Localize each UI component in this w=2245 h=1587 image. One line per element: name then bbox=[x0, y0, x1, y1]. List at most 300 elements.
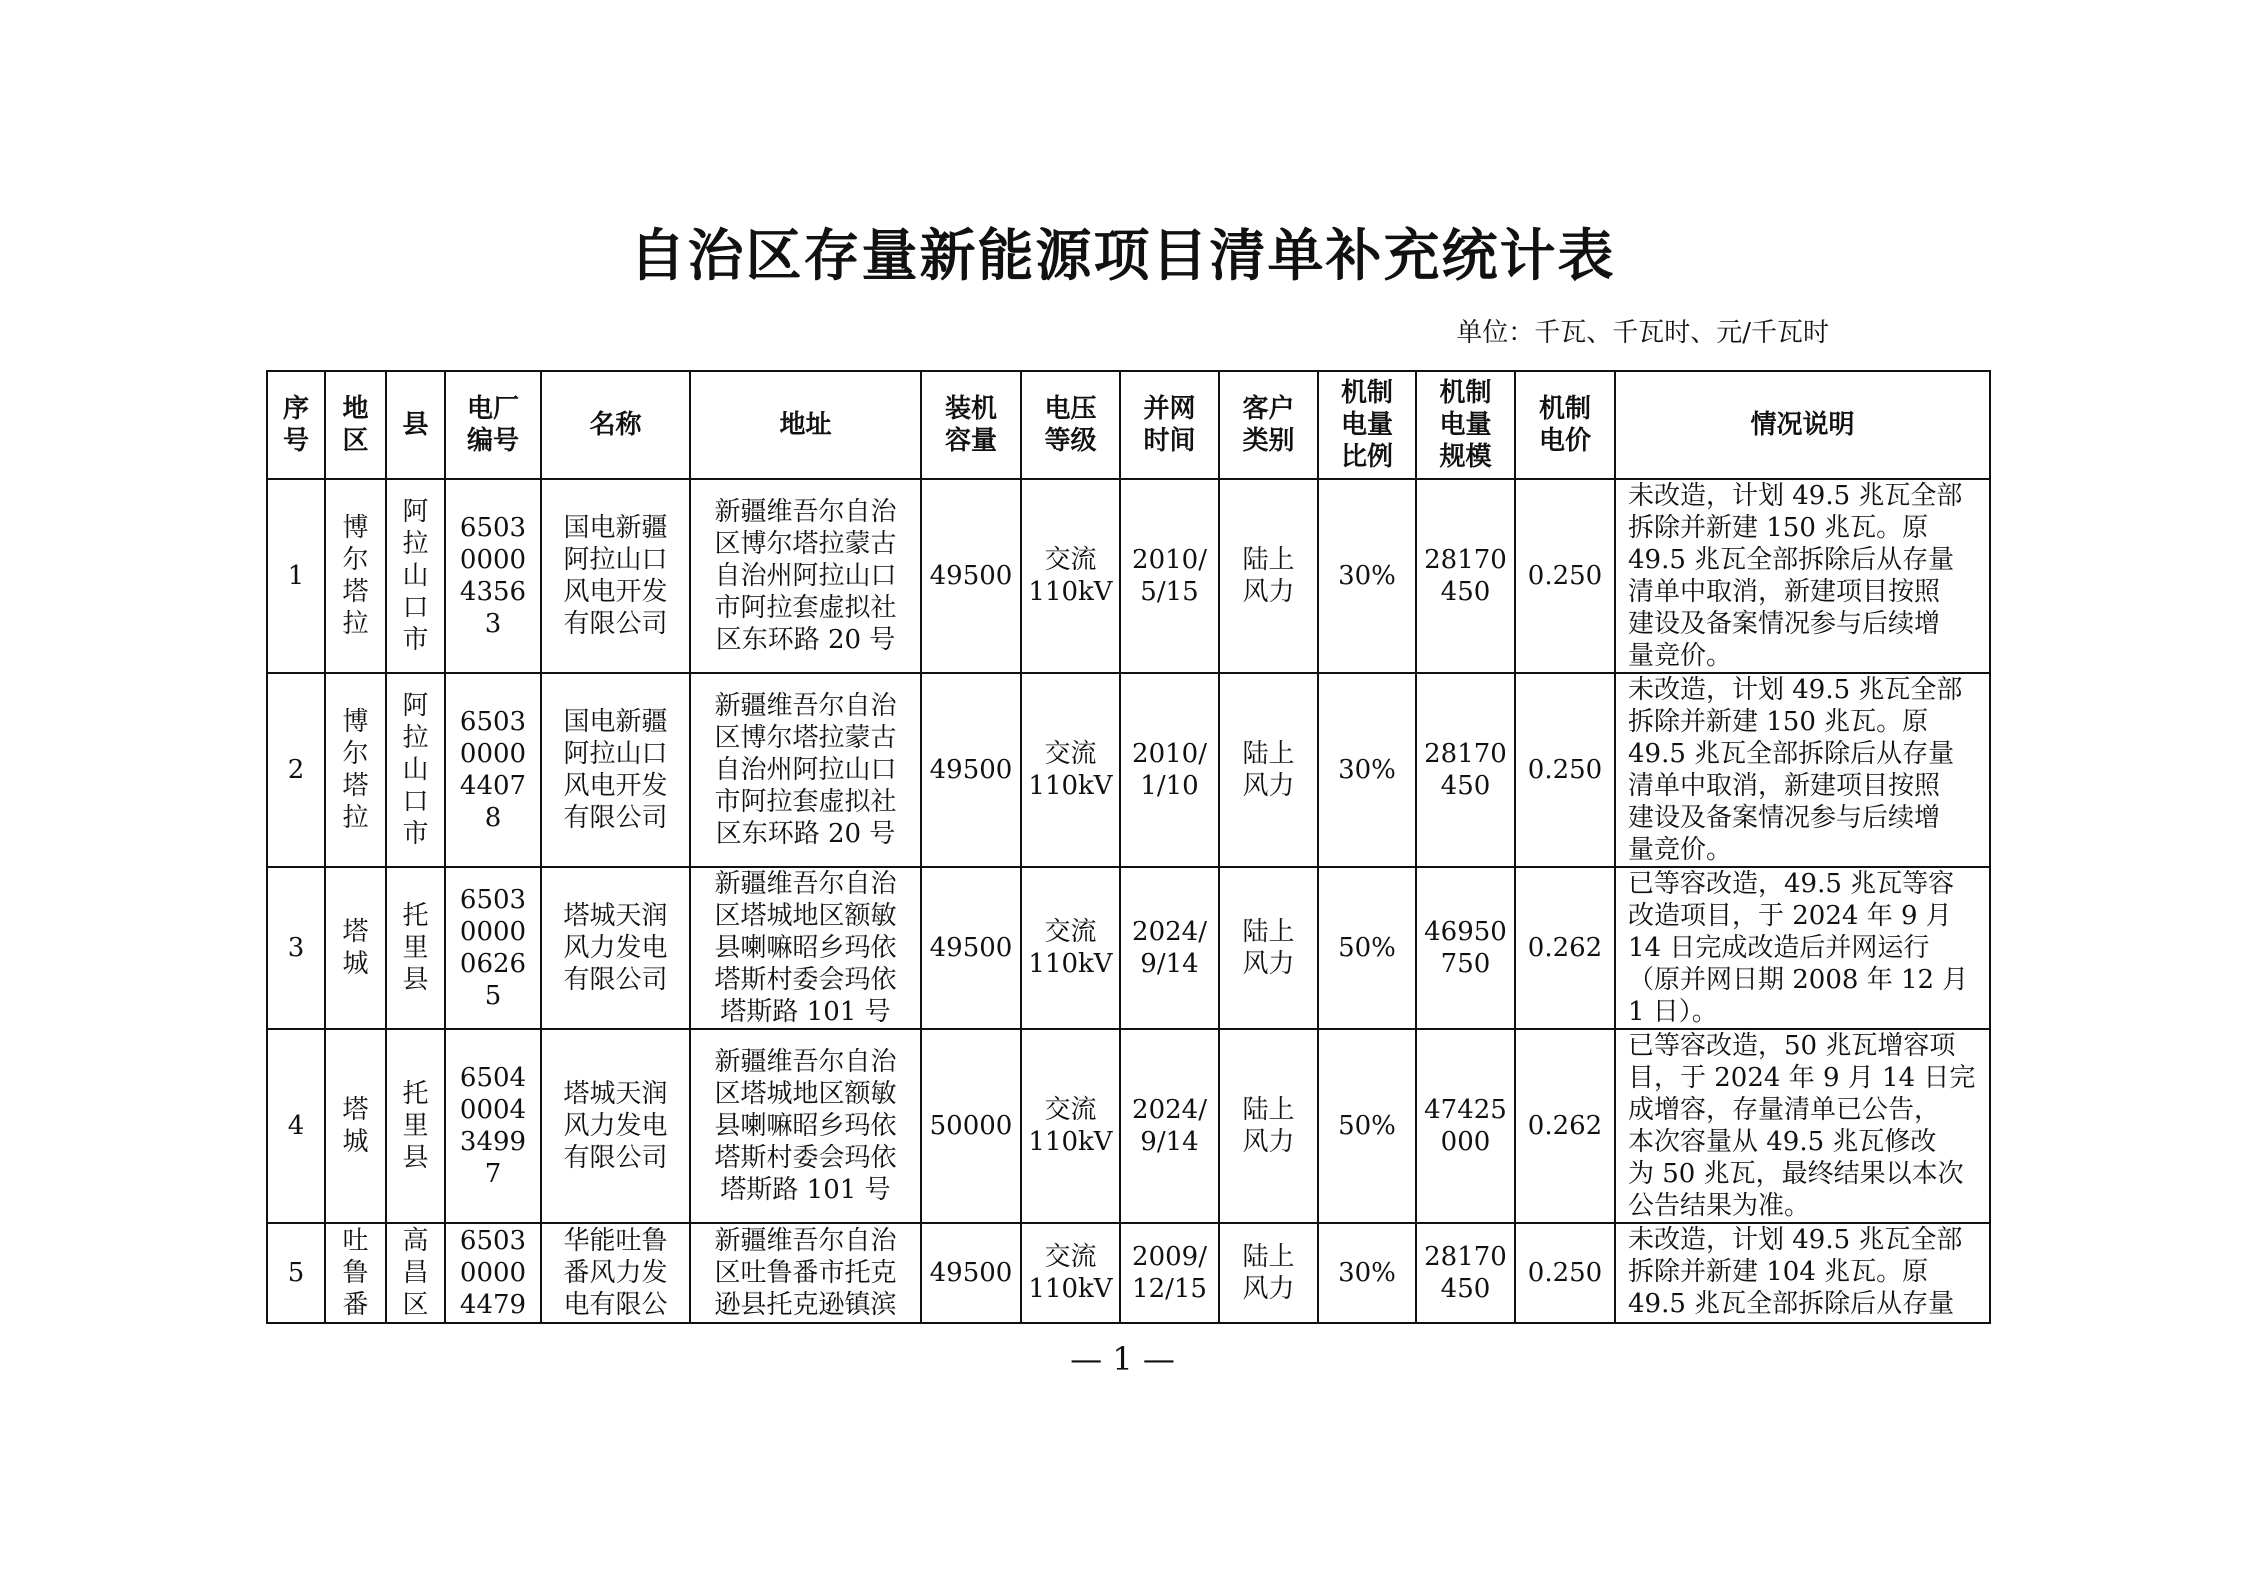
cell-line: 49500 bbox=[929, 561, 1013, 591]
cell-line: 450 bbox=[1440, 771, 1491, 801]
cell-line: 区塔城地区额敏 bbox=[714, 901, 897, 931]
cell-line: 14 日完成改造后并网运行 bbox=[1628, 933, 1930, 963]
cell-line: 已等容改造，49.5 兆瓦等容 bbox=[1628, 869, 1955, 899]
page-number: — 1 — bbox=[1070, 1340, 1175, 1378]
cell-line: 改造项目，于 2024 年 9 月 bbox=[1628, 901, 1952, 931]
cell-line: 2010/ bbox=[1132, 739, 1207, 769]
cell-line: 47425 bbox=[1424, 1095, 1507, 1125]
cell-line: 尔 bbox=[342, 545, 369, 575]
cell-date bbox=[1120, 867, 1219, 1029]
cell-line: 国电新疆 bbox=[563, 707, 668, 737]
cell-line: 电价 bbox=[1538, 426, 1591, 456]
cell-line: 阿 bbox=[402, 497, 429, 527]
cell-line: 县 bbox=[402, 965, 429, 995]
cell-line: 塔斯路 101 号 bbox=[720, 997, 891, 1027]
cell-line: 时间 bbox=[1143, 426, 1196, 456]
cell-name bbox=[541, 673, 690, 867]
cell-line: 交流 bbox=[1044, 1095, 1097, 1125]
cell-line: 9/14 bbox=[1140, 1127, 1199, 1157]
cell-ratio bbox=[1318, 479, 1416, 673]
cell-line: 城 bbox=[342, 1127, 369, 1157]
cell-line: 逊县托克逊镇滨 bbox=[714, 1290, 897, 1320]
cell-line: 尔 bbox=[342, 739, 369, 769]
cell-name bbox=[541, 479, 690, 673]
cell-line: 28170 bbox=[1424, 1242, 1507, 1272]
cell-line: 3499 bbox=[459, 1127, 527, 1157]
cell-line: 陆上 bbox=[1242, 545, 1295, 575]
cell-line: 有限公司 bbox=[563, 609, 668, 639]
cell-line: 风电开发 bbox=[563, 771, 668, 801]
cell-line: 清单中取消，新建项目按照 bbox=[1628, 577, 1941, 607]
cell-line: 0626 bbox=[459, 949, 527, 979]
cell-scale bbox=[1416, 479, 1515, 673]
cell-line: 清单中取消，新建项目按照 bbox=[1628, 771, 1941, 801]
cell-price bbox=[1515, 867, 1615, 1029]
cell-name bbox=[541, 867, 690, 1029]
column-header bbox=[921, 371, 1021, 479]
cell-line: 0.250 bbox=[1527, 755, 1603, 785]
cell-line: 量竞价。 bbox=[1628, 835, 1733, 865]
cell-line: 拉 bbox=[402, 529, 429, 559]
cell-line: 地址 bbox=[779, 410, 832, 440]
cell-line: 县喇嘛昭乡玛依 bbox=[714, 933, 897, 963]
cell-line: 28170 bbox=[1424, 739, 1507, 769]
column-header bbox=[541, 371, 690, 479]
cell-line: 拆除并新建 150 兆瓦。原 bbox=[1628, 707, 1929, 737]
cell-line: 2 bbox=[287, 755, 305, 785]
cell-line: 陆上 bbox=[1242, 739, 1295, 769]
cell-line: 规模 bbox=[1439, 442, 1492, 472]
cell-line: 本次容量从 49.5 兆瓦修改 bbox=[1628, 1127, 1937, 1157]
cell-line: 110kV bbox=[1028, 577, 1113, 607]
cell-ratio bbox=[1318, 1223, 1416, 1323]
cell-line: 阿 bbox=[402, 691, 429, 721]
cell-line: 未改造，计划 49.5 兆瓦全部 bbox=[1628, 675, 1963, 705]
cell-line: 0000 bbox=[459, 739, 527, 769]
cell-line: 为 50 兆瓦，最终结果以本次 bbox=[1628, 1159, 1964, 1189]
cell-line: 机制 bbox=[1340, 378, 1393, 408]
cell-line: 番风力发 bbox=[563, 1258, 668, 1288]
cell-line: 序 bbox=[282, 394, 309, 424]
cell-line: 番 bbox=[342, 1290, 369, 1320]
cell-voltage bbox=[1021, 479, 1120, 673]
cell-line: 区东环路 20 号 bbox=[715, 819, 896, 849]
cell-desc bbox=[1615, 1223, 1990, 1323]
cell-line: 50000 bbox=[929, 1111, 1013, 1141]
cell-line: 华能吐鲁 bbox=[563, 1226, 668, 1256]
cell-no bbox=[267, 1223, 325, 1323]
cell-price bbox=[1515, 1029, 1615, 1223]
cell-line: 托 bbox=[402, 901, 429, 931]
cell-county bbox=[386, 867, 445, 1029]
cell-line: 6504 bbox=[459, 1063, 527, 1093]
cell-voltage bbox=[1021, 673, 1120, 867]
cell-line: 建设及备案情况参与后续增 bbox=[1628, 803, 1941, 833]
cell-line: 口 bbox=[402, 593, 429, 623]
cell-line: 交流 bbox=[1044, 739, 1097, 769]
cell-line: 山 bbox=[402, 561, 429, 591]
cell-address bbox=[690, 1223, 921, 1323]
cell-line: 客户 bbox=[1242, 394, 1295, 424]
cell-line: 49.5 兆瓦全部拆除后从存量 bbox=[1628, 1289, 1955, 1319]
cell-line: 风力发电 bbox=[563, 1111, 668, 1141]
cell-line: 风力 bbox=[1242, 1274, 1295, 1304]
cell-line: 里 bbox=[402, 1111, 429, 1141]
cell-line: 0.250 bbox=[1527, 561, 1603, 591]
cell-line: 塔 bbox=[342, 577, 369, 607]
cell-line: 交流 bbox=[1044, 1242, 1097, 1272]
cell-line: 有限公司 bbox=[563, 965, 668, 995]
cell-line: 8 bbox=[484, 803, 502, 833]
column-header bbox=[1021, 371, 1120, 479]
column-header bbox=[1318, 371, 1416, 479]
cell-line: 陆上 bbox=[1242, 1095, 1295, 1125]
cell-line: 国电新疆 bbox=[563, 513, 668, 543]
cell-line: 49500 bbox=[929, 1258, 1013, 1288]
cell-voltage bbox=[1021, 1029, 1120, 1223]
cell-line: 0.250 bbox=[1527, 1258, 1603, 1288]
cell-line: 陆上 bbox=[1242, 1242, 1295, 1272]
cell-line: 110kV bbox=[1028, 1127, 1113, 1157]
cell-line: 昌 bbox=[402, 1258, 429, 1288]
cell-line: 口 bbox=[402, 787, 429, 817]
cell-line: 2010/ bbox=[1132, 545, 1207, 575]
cell-ratio bbox=[1318, 867, 1416, 1029]
cell-type bbox=[1219, 479, 1318, 673]
page-title: 自治区存量新能源项目清单补充统计表 bbox=[629, 224, 1616, 289]
cell-line: 0000 bbox=[459, 1258, 527, 1288]
cell-line: 吐 bbox=[342, 1226, 369, 1256]
cell-address bbox=[690, 673, 921, 867]
cell-line: 县 bbox=[402, 410, 429, 440]
cell-line: 塔城天润 bbox=[563, 901, 668, 931]
cell-scale bbox=[1416, 867, 1515, 1029]
header-row bbox=[267, 371, 1990, 479]
cell-line: 机制 bbox=[1538, 394, 1591, 424]
cell-line: 新疆维吾尔自治 bbox=[714, 497, 897, 527]
cell-line: 电压 bbox=[1044, 394, 1097, 424]
cell-line: 名称 bbox=[589, 410, 642, 440]
cell-county bbox=[386, 479, 445, 673]
cell-line: 塔斯路 101 号 bbox=[720, 1175, 891, 1205]
cell-line: 塔 bbox=[342, 917, 369, 947]
cell-price bbox=[1515, 479, 1615, 673]
cell-line: 1 bbox=[287, 561, 305, 591]
cell-scale bbox=[1416, 1029, 1515, 1223]
table-row bbox=[267, 479, 1990, 673]
cell-line: 拉 bbox=[342, 803, 369, 833]
cell-line: 未改造，计划 49.5 兆瓦全部 bbox=[1628, 481, 1963, 511]
cell-line: 风力 bbox=[1242, 771, 1295, 801]
cell-line: 6503 bbox=[459, 513, 527, 543]
cell-line: 000 bbox=[1440, 1127, 1491, 1157]
cell-desc bbox=[1615, 479, 1990, 673]
column-header bbox=[1120, 371, 1219, 479]
cell-scale bbox=[1416, 1223, 1515, 1323]
cell-line: （原并网日期 2008 年 12 月 bbox=[1628, 965, 1969, 995]
cell-line: 托 bbox=[402, 1079, 429, 1109]
cell-county bbox=[386, 673, 445, 867]
cell-line: 110kV bbox=[1028, 949, 1113, 979]
cell-line: 新疆维吾尔自治 bbox=[714, 1047, 897, 1077]
cell-line: 50% bbox=[1338, 933, 1396, 963]
cell-ratio bbox=[1318, 1029, 1416, 1223]
cell-line: 风力 bbox=[1242, 1127, 1295, 1157]
cell-line: 风电开发 bbox=[563, 577, 668, 607]
cell-line: 30% bbox=[1338, 755, 1396, 785]
cell-line: 成增容，存量清单已公告， bbox=[1628, 1095, 1941, 1125]
cell-line: 30% bbox=[1338, 561, 1396, 591]
cell-code bbox=[445, 1029, 541, 1223]
cell-line: 30% bbox=[1338, 1258, 1396, 1288]
cell-line: 6503 bbox=[459, 707, 527, 737]
cell-line: 4356 bbox=[459, 577, 527, 607]
cell-address bbox=[690, 867, 921, 1029]
cell-line: 5 bbox=[484, 981, 502, 1011]
cell-region bbox=[325, 479, 386, 673]
cell-line: 电量 bbox=[1340, 410, 1393, 440]
cell-line: 里 bbox=[402, 933, 429, 963]
cell-line: 0000 bbox=[459, 917, 527, 947]
cell-capacity bbox=[921, 1223, 1021, 1323]
cell-region bbox=[325, 867, 386, 1029]
cell-line: 量竞价。 bbox=[1628, 641, 1733, 671]
cell-no bbox=[267, 867, 325, 1029]
cell-line: 自治州阿拉山口 bbox=[714, 561, 897, 591]
cell-county bbox=[386, 1029, 445, 1223]
cell-line: 5/15 bbox=[1140, 577, 1199, 607]
cell-type bbox=[1219, 673, 1318, 867]
cell-line: 4479 bbox=[459, 1290, 527, 1320]
cell-line: 交流 bbox=[1044, 917, 1097, 947]
cell-ratio bbox=[1318, 673, 1416, 867]
cell-line: 电量 bbox=[1439, 410, 1492, 440]
cell-address bbox=[690, 1029, 921, 1223]
cell-code bbox=[445, 1223, 541, 1323]
cell-line: 46950 bbox=[1424, 917, 1507, 947]
cell-line: 7 bbox=[484, 1159, 502, 1189]
cell-line: 区博尔塔拉蒙古 bbox=[714, 723, 897, 753]
cell-line: 区东环路 20 号 bbox=[715, 625, 896, 655]
cell-line: 3 bbox=[484, 609, 502, 639]
cell-no bbox=[267, 1029, 325, 1223]
cell-date bbox=[1120, 1029, 1219, 1223]
cell-line: 阿拉山口 bbox=[563, 545, 668, 575]
cell-line: 市 bbox=[402, 819, 429, 849]
cell-capacity bbox=[921, 673, 1021, 867]
cell-line: 编号 bbox=[466, 426, 519, 456]
cell-line: 市阿拉套虚拟社 bbox=[714, 593, 897, 623]
cell-line: 0004 bbox=[459, 1095, 527, 1125]
table-body bbox=[267, 479, 1990, 1323]
cell-line: 装机 bbox=[944, 394, 997, 424]
cell-line: 6503 bbox=[459, 1226, 527, 1256]
cell-line: 区塔城地区额敏 bbox=[714, 1079, 897, 1109]
cell-line: 塔斯村委会玛依 bbox=[714, 965, 897, 995]
cell-line: 2024/ bbox=[1132, 1095, 1207, 1125]
cell-line: 山 bbox=[402, 755, 429, 785]
cell-line: 容量 bbox=[944, 426, 997, 456]
cell-scale bbox=[1416, 673, 1515, 867]
cell-type bbox=[1219, 867, 1318, 1029]
cell-line: 陆上 bbox=[1242, 917, 1295, 947]
cell-date bbox=[1120, 479, 1219, 673]
cell-code bbox=[445, 479, 541, 673]
cell-line: 有限公司 bbox=[563, 1143, 668, 1173]
cell-line: 0000 bbox=[459, 545, 527, 575]
cell-line: 新疆维吾尔自治 bbox=[714, 691, 897, 721]
cell-desc bbox=[1615, 673, 1990, 867]
cell-line: 博 bbox=[342, 707, 369, 737]
cell-line: 0.262 bbox=[1527, 1111, 1603, 1141]
cell-line: 区 bbox=[402, 1290, 429, 1320]
project-table bbox=[266, 370, 1991, 1324]
table-row bbox=[267, 1223, 1990, 1323]
cell-line: 4407 bbox=[459, 771, 527, 801]
cell-line: 50% bbox=[1338, 1111, 1396, 1141]
unit-note: 单位：千瓦、千瓦时、元/千瓦时 bbox=[1456, 318, 1829, 348]
cell-no bbox=[267, 673, 325, 867]
cell-voltage bbox=[1021, 1223, 1120, 1323]
column-header bbox=[267, 371, 325, 479]
cell-line: 9/14 bbox=[1140, 949, 1199, 979]
cell-line: 750 bbox=[1440, 949, 1491, 979]
cell-name bbox=[541, 1029, 690, 1223]
cell-region bbox=[325, 673, 386, 867]
cell-line: 市 bbox=[402, 625, 429, 655]
cell-line: 0.262 bbox=[1527, 933, 1603, 963]
cell-line: 电厂 bbox=[466, 394, 519, 424]
column-header bbox=[690, 371, 921, 479]
cell-line: 电有限公 bbox=[563, 1290, 668, 1320]
cell-address bbox=[690, 479, 921, 673]
cell-line: 塔 bbox=[342, 1095, 369, 1125]
table-row bbox=[267, 867, 1990, 1029]
cell-name bbox=[541, 1223, 690, 1323]
cell-line: 110kV bbox=[1028, 771, 1113, 801]
cell-line: 6503 bbox=[459, 885, 527, 915]
cell-line: 49.5 兆瓦全部拆除后从存量 bbox=[1628, 739, 1955, 769]
cell-no bbox=[267, 479, 325, 673]
column-header bbox=[1416, 371, 1515, 479]
cell-line: 拉 bbox=[342, 609, 369, 639]
cell-line: 等级 bbox=[1044, 426, 1097, 456]
cell-line: 4 bbox=[287, 1111, 305, 1141]
cell-line: 5 bbox=[287, 1258, 305, 1288]
cell-region bbox=[325, 1029, 386, 1223]
cell-line: 塔城天润 bbox=[563, 1079, 668, 1109]
cell-line: 阿拉山口 bbox=[563, 739, 668, 769]
cell-line: 新疆维吾尔自治 bbox=[714, 1226, 897, 1256]
cell-line: 拆除并新建 104 兆瓦。原 bbox=[1628, 1257, 1929, 1287]
cell-line: 已等容改造，50 兆瓦增容项 bbox=[1628, 1031, 1956, 1061]
column-header bbox=[1515, 371, 1615, 479]
cell-line: 有限公司 bbox=[563, 803, 668, 833]
cell-line: 风力 bbox=[1242, 949, 1295, 979]
cell-type bbox=[1219, 1029, 1318, 1223]
cell-capacity bbox=[921, 1029, 1021, 1223]
cell-line: 2009/ bbox=[1132, 1242, 1207, 1272]
cell-line: 类别 bbox=[1242, 426, 1295, 456]
table-row bbox=[267, 673, 1990, 867]
cell-line: 拉 bbox=[402, 723, 429, 753]
cell-line: 未改造，计划 49.5 兆瓦全部 bbox=[1628, 1225, 1963, 1255]
cell-line: 交流 bbox=[1044, 545, 1097, 575]
cell-price bbox=[1515, 1223, 1615, 1323]
cell-line: 拆除并新建 150 兆瓦。原 bbox=[1628, 513, 1929, 543]
cell-line: 12/15 bbox=[1132, 1274, 1207, 1304]
cell-line: 风力 bbox=[1242, 577, 1295, 607]
column-header bbox=[386, 371, 445, 479]
cell-line: 建设及备案情况参与后续增 bbox=[1628, 609, 1941, 639]
cell-line: 区博尔塔拉蒙古 bbox=[714, 529, 897, 559]
cell-desc bbox=[1615, 867, 1990, 1029]
column-header bbox=[325, 371, 386, 479]
cell-desc bbox=[1615, 1029, 1990, 1223]
cell-line: 目，于 2024 年 9 月 14 日完 bbox=[1628, 1063, 1976, 1093]
cell-line: 3 bbox=[287, 933, 305, 963]
table-row bbox=[267, 1029, 1990, 1223]
cell-code bbox=[445, 673, 541, 867]
cell-line: 塔 bbox=[342, 771, 369, 801]
column-header bbox=[1615, 371, 1990, 479]
cell-line: 1/10 bbox=[1140, 771, 1199, 801]
cell-code bbox=[445, 867, 541, 1029]
cell-line: 1 日）。 bbox=[1628, 997, 1718, 1027]
cell-capacity bbox=[921, 479, 1021, 673]
cell-type bbox=[1219, 1223, 1318, 1323]
cell-line: 鲁 bbox=[342, 1258, 369, 1288]
cell-line: 公告结果为准。 bbox=[1628, 1191, 1811, 1221]
cell-line: 风力发电 bbox=[563, 933, 668, 963]
cell-line: 城 bbox=[342, 949, 369, 979]
column-header bbox=[445, 371, 541, 479]
cell-line: 比例 bbox=[1340, 442, 1393, 472]
cell-line: 450 bbox=[1440, 1274, 1491, 1304]
cell-line: 新疆维吾尔自治 bbox=[714, 869, 897, 899]
cell-line: 自治州阿拉山口 bbox=[714, 755, 897, 785]
cell-line: 情况说明 bbox=[1750, 410, 1855, 440]
cell-voltage bbox=[1021, 867, 1120, 1029]
cell-region bbox=[325, 1223, 386, 1323]
cell-line: 县 bbox=[402, 1143, 429, 1173]
cell-line: 2024/ bbox=[1132, 917, 1207, 947]
cell-county bbox=[386, 1223, 445, 1323]
cell-capacity bbox=[921, 867, 1021, 1029]
cell-line: 地 bbox=[342, 394, 369, 424]
column-header bbox=[1219, 371, 1318, 479]
cell-line: 塔斯村委会玛依 bbox=[714, 1143, 897, 1173]
cell-line: 450 bbox=[1440, 577, 1491, 607]
cell-line: 区吐鲁番市托克 bbox=[714, 1258, 897, 1288]
cell-line: 县喇嘛昭乡玛依 bbox=[714, 1111, 897, 1141]
cell-date bbox=[1120, 1223, 1219, 1323]
cell-date bbox=[1120, 673, 1219, 867]
cell-line: 28170 bbox=[1424, 545, 1507, 575]
cell-line: 并网 bbox=[1143, 394, 1196, 424]
cell-line: 49500 bbox=[929, 933, 1013, 963]
cell-line: 号 bbox=[282, 426, 309, 456]
cell-line: 49500 bbox=[929, 755, 1013, 785]
cell-line: 110kV bbox=[1028, 1274, 1113, 1304]
cell-price bbox=[1515, 673, 1615, 867]
cell-line: 高 bbox=[402, 1226, 429, 1256]
cell-line: 博 bbox=[342, 513, 369, 543]
cell-line: 市阿拉套虚拟社 bbox=[714, 787, 897, 817]
cell-line: 区 bbox=[342, 426, 369, 456]
cell-line: 机制 bbox=[1439, 378, 1492, 408]
cell-line: 49.5 兆瓦全部拆除后从存量 bbox=[1628, 545, 1955, 575]
